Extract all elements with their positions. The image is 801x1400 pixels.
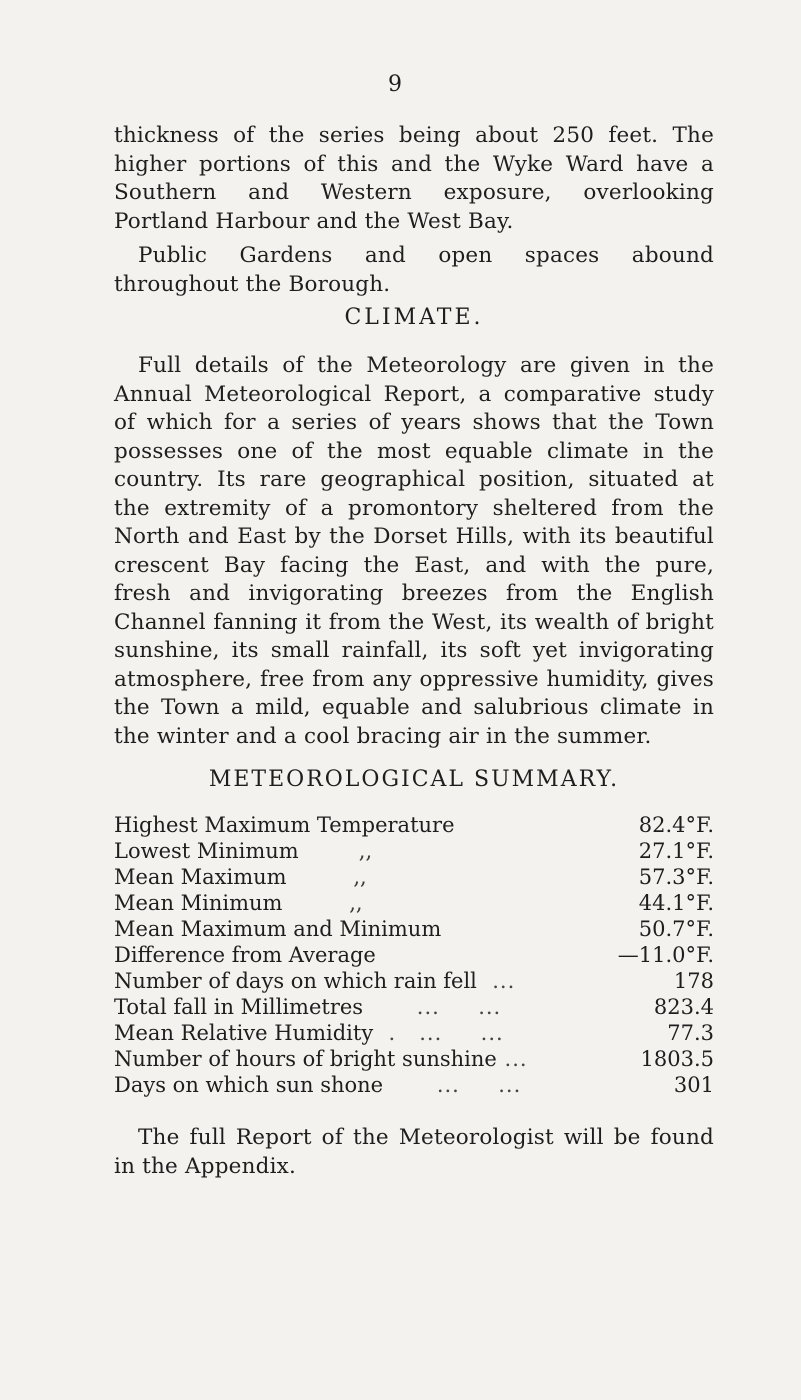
meteorological-summary-table: [114, 812, 714, 1098]
row-leader: ...: [496, 1047, 528, 1071]
row-value: 178: [673, 969, 714, 993]
row-value: 301: [673, 1073, 714, 1097]
table-row: [114, 1072, 714, 1098]
row-leader: ... ...: [363, 995, 502, 1019]
page-number: 9: [388, 72, 403, 97]
row-label: Difference from Average: [114, 943, 376, 967]
row-leader: . ... ...: [373, 1021, 504, 1045]
table-row: [114, 812, 714, 838]
table-row: [114, 1020, 714, 1046]
row-value: 57.3°F.: [638, 865, 714, 889]
table-row: [114, 994, 714, 1020]
row-value: 82.4°F.: [638, 813, 714, 837]
gardens-paragraph: Public Gardens and open spaces abound throughout the Borough.: [114, 243, 714, 297]
row-value: 77.3: [667, 1021, 714, 1045]
row-value: 823.4: [653, 995, 714, 1019]
row-label: Days on which sun shone: [114, 1073, 384, 1097]
meteorological-summary-heading: METEOROLOGICAL SUMMARY.: [208, 767, 620, 792]
closing-paragraph: The full Report of the Meteorologist will be found in the Appendix.: [114, 1125, 714, 1179]
table-row: [114, 864, 714, 890]
row-label: Lowest Minimum: [114, 839, 299, 863]
row-qualifier: ,,: [282, 891, 363, 915]
table-row: [114, 890, 714, 916]
row-leader: ...: [476, 969, 516, 993]
table-row: [114, 916, 714, 942]
row-label: Number of days on which rain fell: [114, 969, 477, 993]
row-value: 1803.5: [640, 1047, 714, 1071]
row-value: —11.0°F.: [617, 943, 714, 967]
table-row: [114, 942, 714, 968]
page-body: [114, 122, 714, 1187]
row-value: 27.1°F.: [638, 839, 714, 863]
row-label: Mean Maximum and Minimum: [114, 917, 442, 941]
row-label: Mean Minimum: [114, 891, 283, 915]
row-leader: ... ...: [383, 1073, 522, 1097]
row-qualifier: ,,: [286, 865, 367, 889]
table-row: [114, 1046, 714, 1072]
climate-paragraph: Full details of the Meteorology are given in the Annual Meteorological Report, a comparative study of which for a series of years shows that the Town possesses one of the most equable climate in the country. Its rare geographical position, situated at the extremity of a promontory sheltered from the North and East by the Dorset Hills, with its beautiful crescent Bay facing the East, and with the pure, fresh and invigorating breezes from the English Channel fanning it from the West, its wealth of bright sunshine, its small rainfall, its soft yet invigorating atmosphere, free from any oppressive humidity, gives the Town a mild, equable and salubrious climate in the winter and a cool bracing air in the summer.: [114, 353, 714, 749]
row-value: 50.7°F.: [638, 917, 714, 941]
row-label: Number of hours of bright sunshine: [114, 1047, 497, 1071]
climate-heading: CLIMATE.: [344, 305, 484, 330]
row-value: 44.1°F.: [638, 891, 714, 915]
table-row: [114, 838, 714, 864]
row-label: Mean Maximum: [114, 865, 287, 889]
table-row: [114, 968, 714, 994]
intro-paragraph: thickness of the series being about 250 feet. The higher portions of this and the Wyke Ward have a Southern and Western exposure, overlooking Portland Harbour and the West Bay.: [114, 123, 714, 234]
row-label: Total fall in Millimetres: [114, 995, 364, 1019]
row-label: Mean Relative Humidity: [114, 1021, 374, 1045]
row-qualifier: ,,: [298, 839, 373, 863]
row-label: Highest Maximum Temperature: [114, 813, 455, 837]
